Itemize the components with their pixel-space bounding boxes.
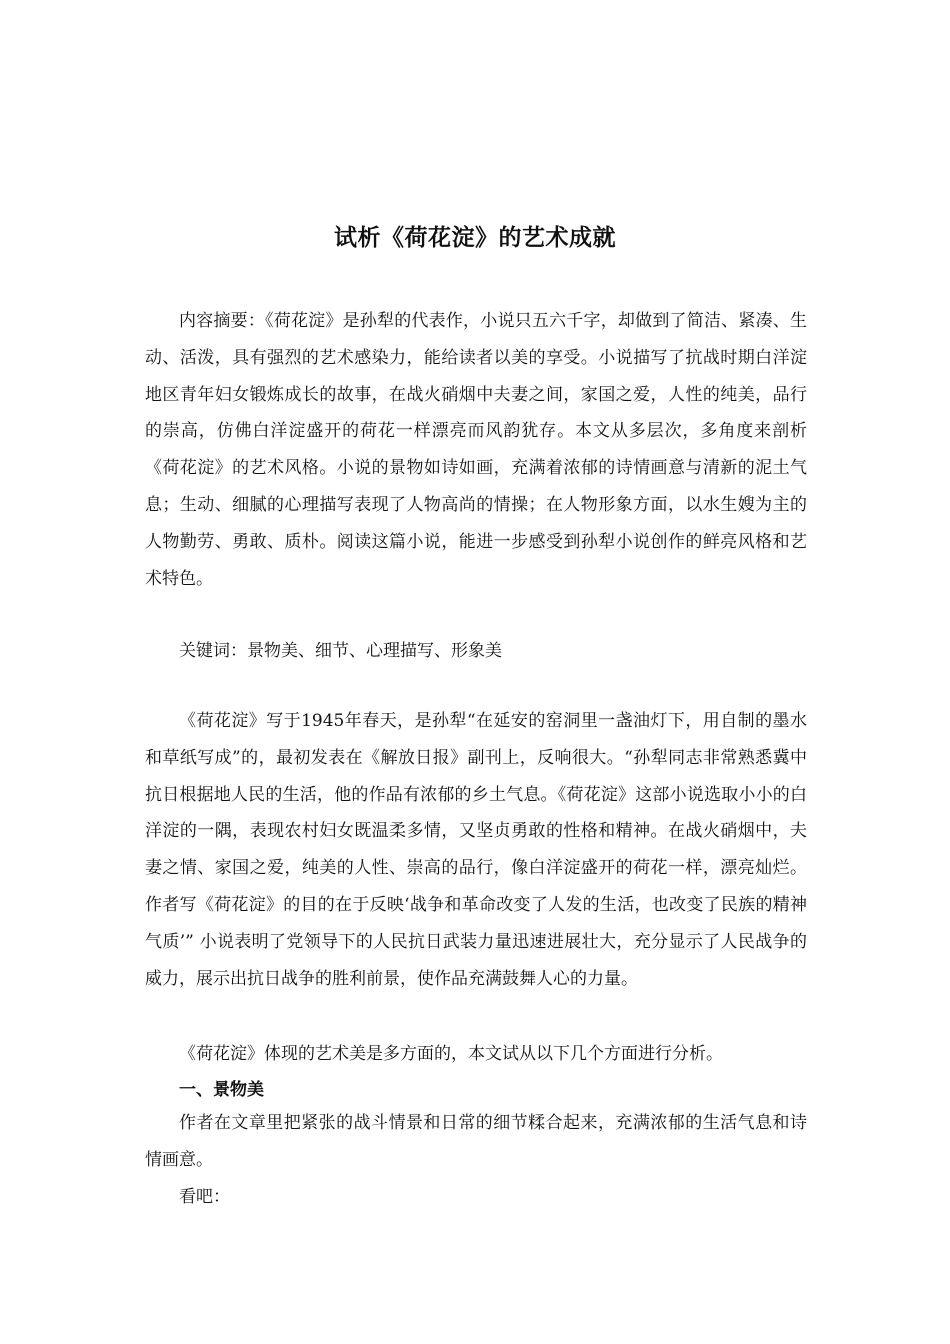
intro-paragraph: 《荷花淀》写于1945年春天，是孙犁“在延安的窑洞里一盏油灯下，用自制的墨水和草纸写成”的，最初发表在《解放日报》副刊上，反响很大。“孙犁同志非常熟悉冀中抗日根据地人民的生活，他的作品有浓郁的乡土气息。《荷花淀》这部小说选取小小的白洋淀的一隅，表现农村妇女既温柔多情，又坚贞勇敢的性格和精神。在战火硝烟中，夫妻之情、家国之爱，纯美的人性、崇高的品行，像白洋淀盛开的荷花一样，漂亮灿烂。作者写《荷花淀》的目的在于反映‘战争和革命改变了人发的生活，也改变了民族的精神气质’” 小说表明了党领导下的人民抗日武装力量迅速进展壮大，充分显示了人民战争的威力，展示出抗日战争的胜利前景，使作品充满鼓舞人心的力量。 (145, 711, 807, 989)
overview-paragraph: 《荷花淀》体现的艺术美是多方面的，本文试从以下几个方面进行分析。 (179, 1044, 723, 1064)
section-body-paragraph: 作者在文章里把紧张的战斗情景和日常的细节糅合起来，充满浓郁的生活气息和诗情画意。 (145, 1113, 807, 1170)
keywords-paragraph: 关键词：景物美、细节、心理描写、形象美 (179, 641, 502, 661)
section-body-paragraph: 看吧： (179, 1187, 230, 1207)
document-title: 试析《荷花淀》的艺术成就 (334, 224, 616, 251)
section-heading: 一、景物美 (179, 1080, 264, 1100)
abstract-paragraph: 内容摘要：《荷花淀》是孙犁的代表作，小说只五六千字，却做到了简洁、紧凑、生动、活泼，具有强烈的艺术感染力，能给读者以美的享受。小说描写了抗战时期白洋淀地区青年妇女锻炼成长的故事，在战火硝烟中夫妻之间，家国之爱，人性的纯美，品行的崇高，仿佛白洋淀盛开的荷花一样漂亮而风韵犹存。本文从多层次，多角度来剖析《荷花淀》的艺术风格。小说的景物如诗如画，充满着浓郁的诗情画意与清新的泥土气息；生动、细腻的心理描写表现了人物高尚的情操；在人物形象方面，以水生嫂为主的人物勤劳、勇敢、质朴。阅读这篇小说，能进一步感受到孙犁小说创作的鲜亮风格和艺术特色。 (145, 311, 807, 589)
